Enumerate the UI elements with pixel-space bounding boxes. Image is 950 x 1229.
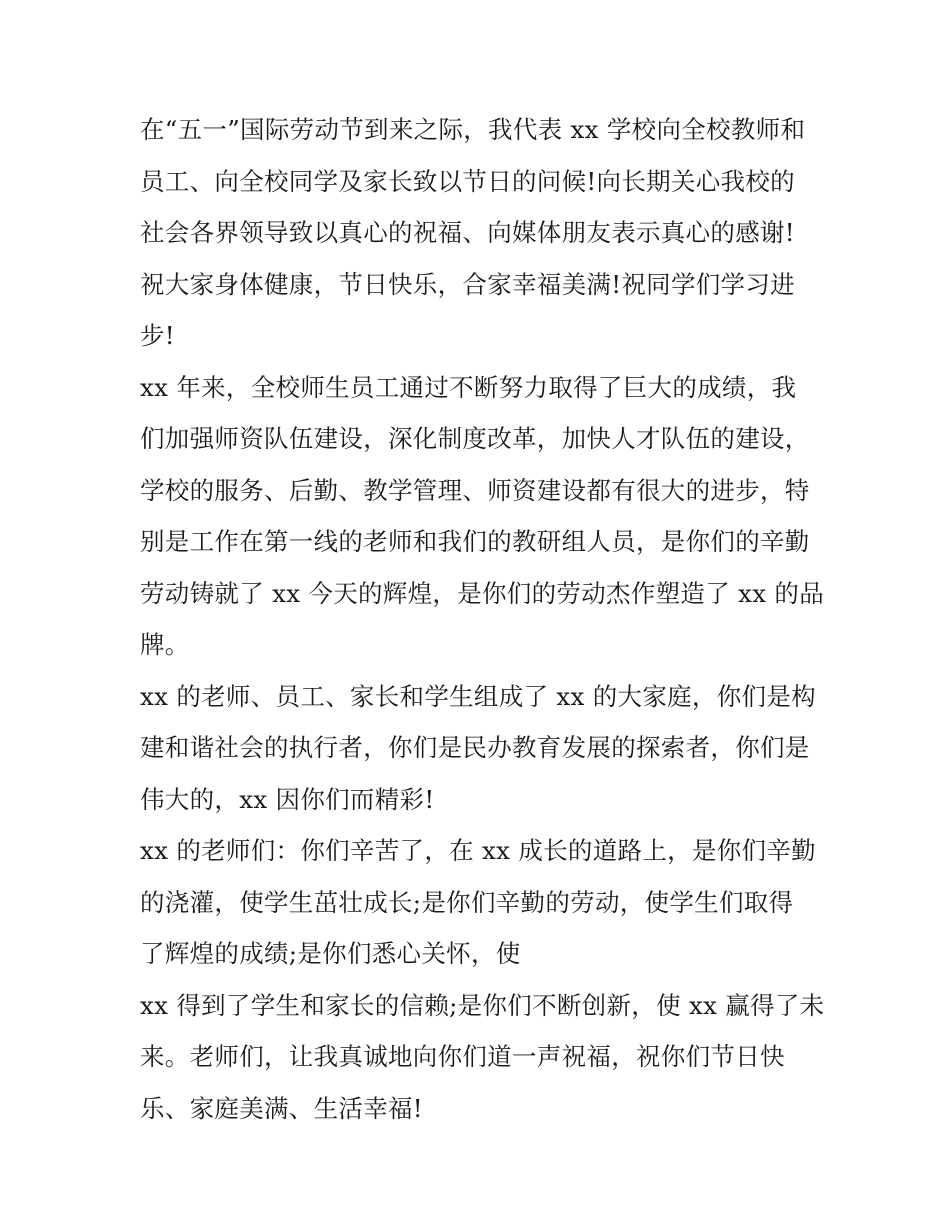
text-line: 社会各界领导致以真心的祝福、向媒体朋友表示真心的感谢! bbox=[140, 218, 795, 247]
text-line: 来。老师们，让我真诚地向你们道一声祝福，祝你们节日快 bbox=[140, 1042, 785, 1071]
text-line: xx 的老师、员工、家长和学生组成了 xx 的大家庭，你们是构 bbox=[140, 681, 816, 711]
text-line: 学校的服务、后勤、教学管理、师资建设都有很大的进步，特 bbox=[140, 475, 810, 505]
text-line: 伟大的，xx 因你们而精彩! bbox=[140, 784, 435, 814]
text-line: 牌。 bbox=[140, 630, 190, 659]
text-line: 了辉煌的成绩;是你们悉心关怀，使 bbox=[140, 939, 521, 968]
text-line: xx 得到了学生和家长的信赖;是你们不断创新，使 xx 赢得了未 bbox=[140, 990, 825, 1020]
text-line: xx 的老师们：你们辛苦了，在 xx 成长的道路上，是你们辛勤 bbox=[140, 836, 816, 865]
document-body bbox=[140, 104, 825, 1134]
text-line: 员工、向全校同学及家长致以节日的问候!向长期关心我校的 bbox=[140, 166, 795, 196]
text-line: 的浇灌，使学生茁壮成长;是你们辛勤的劳动，使学生们取得 bbox=[140, 887, 794, 917]
text-line: 在“五一”国际劳动节到来之际，我代表 xx 学校向全校教师和 bbox=[140, 115, 806, 144]
text-line: 祝大家身体健康，节日快乐，合家幸福美满!祝同学们学习进 bbox=[140, 269, 795, 299]
text-line: 步! bbox=[140, 321, 175, 350]
text-line: 建和谐社会的执行者，你们是民办教育发展的探索者，你们是 bbox=[140, 733, 810, 762]
text-line: 别是工作在第一线的老师和我们的教研组人员，是你们的辛勤 bbox=[140, 527, 810, 556]
text-line: xx 年来，全校师生员工通过不断努力取得了巨大的成绩，我 bbox=[140, 372, 797, 402]
text-line: 们加强师资队伍建设，深化制度改革，加快人才队伍的建设， bbox=[140, 424, 810, 453]
text-line: 劳动铸就了 xx 今天的辉煌，是你们的劳动杰作塑造了 xx 的品 bbox=[140, 578, 825, 608]
text-line: 乐、家庭美满、生活幸福! bbox=[140, 1093, 423, 1123]
